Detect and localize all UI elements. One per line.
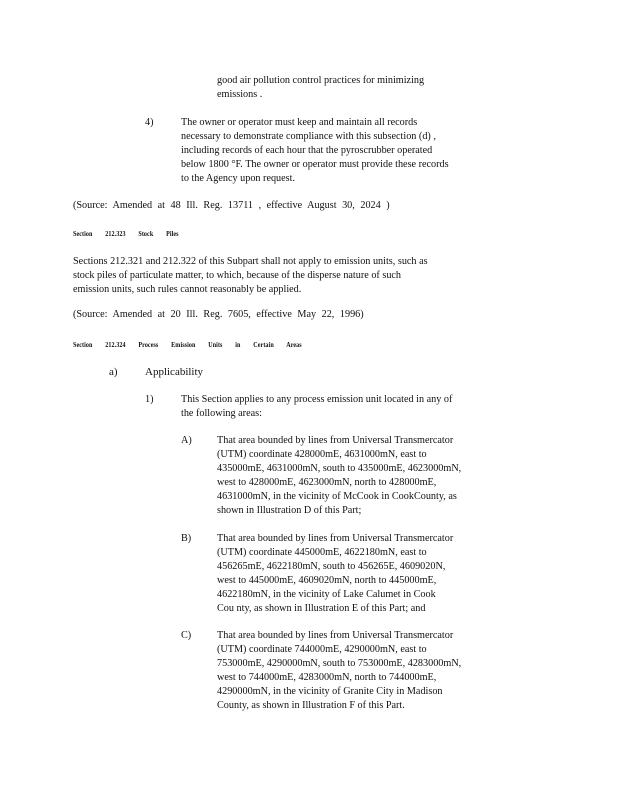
item-C-text: That area bounded by lines from Universal Transmercator (UTM) coordinate 744000mE, 4290000mN, east to 753000mE, 4290000mN, south to 753000mE, 4283000mN, west to 744000mE, 4283000mN, north to 744000mE, 4290000mN, in the vicinity of Granite City in Madison County, as shown in Illustration F of this Part. <box>217 630 462 711</box>
section-212-324-heading: Section 212.324 Process Emission Units in Certain Areas <box>73 340 302 349</box>
item-B-text: That area bounded by lines from Universal Transmercator (UTM) coordinate 445000mE, 4622180mN, east to 456265mE, 4622180mN, south to 456265E, 4609020N, west to 445000mE, 4609020mN, north to 445000mE, 4622180mN, in the vicinity of Lake Calumet in Cook Cou nty, as shown in Illustration E of this Part; and <box>217 533 454 614</box>
source-note-1: (Source: Amended at 48 Ill. Reg. 13711 , effective August 30, 2024 ) <box>73 200 390 211</box>
section-212-323-heading: Section 212.323 Stock Piles <box>73 229 179 238</box>
item-4-text: The owner or operator must keep and maintain all records necessary to demonstrate compliance with this subsection (d) , including records of each hour that the pyroscrubber operated below 1800 °F. The owner or operator must provide these records to the Agency upon request. <box>181 117 449 184</box>
item-1-label: 1) <box>145 394 154 405</box>
section-212-323-body: Sections 212.321 and 212.322 of this Subpart shall not apply to emission units, such as stock piles of particulate matter, to which, because of the disperse nature of such emission units, such rules cannot reasonably be applied. <box>73 256 428 295</box>
subsection-a-label: a) <box>109 366 118 378</box>
item-A-label: A) <box>181 435 192 446</box>
item-A-text: That area bounded by lines from Universal Transmercator (UTM) coordinate 428000mE, 4631000mN, east to 435000mE, 4631000mN, south to 435000mE, 4623000mN, west to 428000mE, 4623000mN, north to 428000mE, 4631000mN, in the vicinity of McCook in CookCounty, as shown in Illustration D of this Part; <box>217 435 462 516</box>
source-note-2: (Source: Amended at 20 Ill. Reg. 7605, effective May 22, 1996) <box>73 309 364 320</box>
item-4-label: 4) <box>145 117 154 128</box>
item-C-label: C) <box>181 630 192 641</box>
item-B-label: B) <box>181 533 192 544</box>
item-1-text: This Section applies to any process emission unit located in any of the following areas: <box>181 394 453 419</box>
subsection-a-title: Applicability <box>145 366 204 378</box>
continued-text: good air pollution control practices for minimizing emissions . <box>217 75 425 100</box>
